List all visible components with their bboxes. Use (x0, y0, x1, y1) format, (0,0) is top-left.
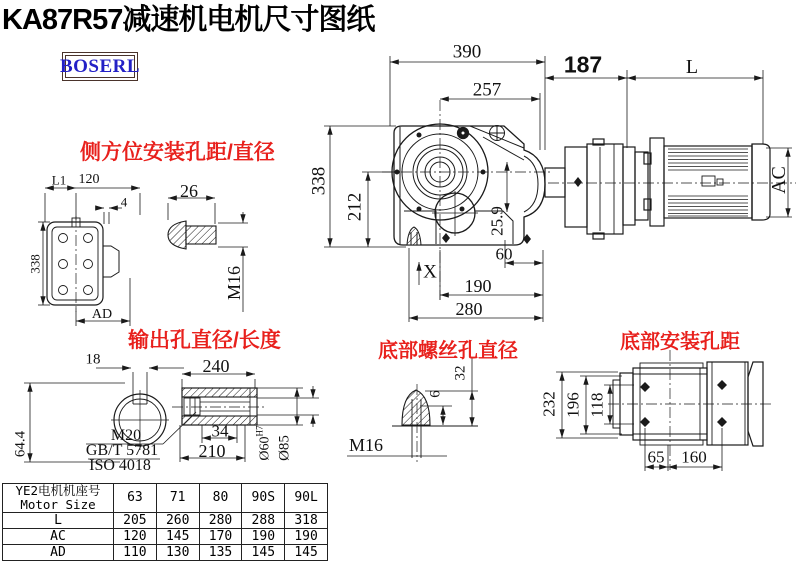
dim-25-9: 25.9 (487, 206, 507, 236)
dim-26: 26 (180, 181, 198, 201)
table-header-cn: YE2电机机座号 (15, 483, 101, 499)
page-title: KA87R57减速机电机尺寸图纸 (2, 4, 375, 36)
dim-65: 65 (647, 447, 665, 467)
dim-32: 32 (452, 365, 469, 381)
dim-210: 210 (198, 441, 226, 461)
output-shaft-side-view (182, 388, 257, 425)
side-bolt-detail (168, 221, 216, 249)
table-cell: 260 (156, 512, 199, 528)
dim-M16-side: M16 (224, 265, 244, 301)
dim-60H7: $Ø60^{H7}$ (254, 425, 273, 461)
dim-4: 4 (120, 194, 128, 210)
dim-ISO4018: ISO 4018 (89, 457, 151, 474)
dim-6: 6 (427, 390, 444, 398)
table-row-L (3, 512, 328, 528)
side-mounting-view (47, 218, 119, 305)
table-cell: 288 (242, 512, 285, 528)
table-cell: 190 (242, 528, 285, 544)
dim-187: 187 (563, 51, 603, 78)
dim-280: 280 (455, 299, 483, 319)
table-cell: 280 (199, 512, 242, 528)
dim-118: 118 (587, 392, 607, 418)
bottom-mount-holes (640, 380, 727, 427)
dim-85: Ø85 (276, 435, 293, 461)
table-row-label-AC: AC (3, 528, 114, 544)
bottom-screw-detail (392, 390, 478, 458)
table-cell: 145 (242, 544, 285, 560)
table-cell: 120 (114, 528, 157, 544)
dim-M20: M20 (110, 427, 142, 444)
dim-L1: L1 (51, 172, 67, 188)
table-cell: 190 (285, 528, 328, 544)
dim-338-main: 338 (308, 166, 330, 196)
table-row-label-L: L (3, 512, 114, 528)
table-header-en: Motor Size (20, 496, 96, 512)
dim-160: 160 (681, 447, 707, 467)
dim-232: 232 (539, 391, 559, 417)
table-header-motor-size (3, 484, 114, 513)
dim-GBT5781: GB/T 5781 (85, 442, 159, 459)
dim-64-4: 64.4 (12, 430, 29, 458)
table-col-71: 71 (156, 484, 199, 513)
dim-X: X (423, 261, 437, 283)
dim-18: 18 (85, 351, 101, 368)
dim-34: 34 (211, 421, 229, 441)
dim-AC: AC (768, 166, 790, 194)
section-label-output-hole: 输出孔直径/长度 (128, 329, 281, 352)
dim-212: 212 (344, 192, 366, 222)
dim-120: 120 (78, 172, 100, 187)
table-row-label-AD: AD (3, 544, 114, 560)
motor-side-view (545, 138, 770, 239)
side-bolt-holes (59, 234, 93, 295)
table-cell: 110 (114, 544, 157, 560)
dim-257: 257 (472, 79, 502, 101)
table-col-90L: 90L (285, 484, 328, 513)
table-row-AC (3, 528, 328, 544)
dim-AD: AD (91, 307, 113, 322)
table-cell: 145 (156, 528, 199, 544)
table-cell: 318 (285, 512, 328, 528)
table-col-90S: 90S (242, 484, 285, 513)
table-cell: 205 (114, 512, 157, 528)
dim-338-side: 338 (27, 254, 43, 274)
dim-390: 390 (452, 41, 482, 63)
brand-logo-text: BOSERL (59, 55, 141, 77)
dim-196: 196 (563, 392, 583, 418)
brand-logo (59, 52, 141, 81)
section-label-bottom-mount: 底部安装孔距 (620, 331, 740, 353)
motor-fins (668, 149, 748, 216)
dim-190: 190 (464, 276, 492, 296)
table-cell: 135 (199, 544, 242, 560)
table-col-63: 63 (114, 484, 157, 513)
dim-M16-bottom: M16 (348, 435, 384, 455)
dim-60: 60 (495, 244, 513, 264)
dim-L: L (685, 56, 699, 78)
table-col-80: 80 (199, 484, 242, 513)
table-cell: 130 (156, 544, 199, 560)
table-cell: 170 (199, 528, 242, 544)
section-label-bottom-screw: 底部螺丝孔直径 (378, 340, 518, 362)
table-cell: 145 (285, 544, 328, 560)
oil-plug (407, 227, 421, 245)
motor-size-table (2, 483, 328, 561)
dim-240: 240 (202, 356, 230, 376)
table-row-AD (3, 544, 328, 560)
section-label-side-mounting: 侧方位安装孔距/直径 (80, 141, 275, 164)
